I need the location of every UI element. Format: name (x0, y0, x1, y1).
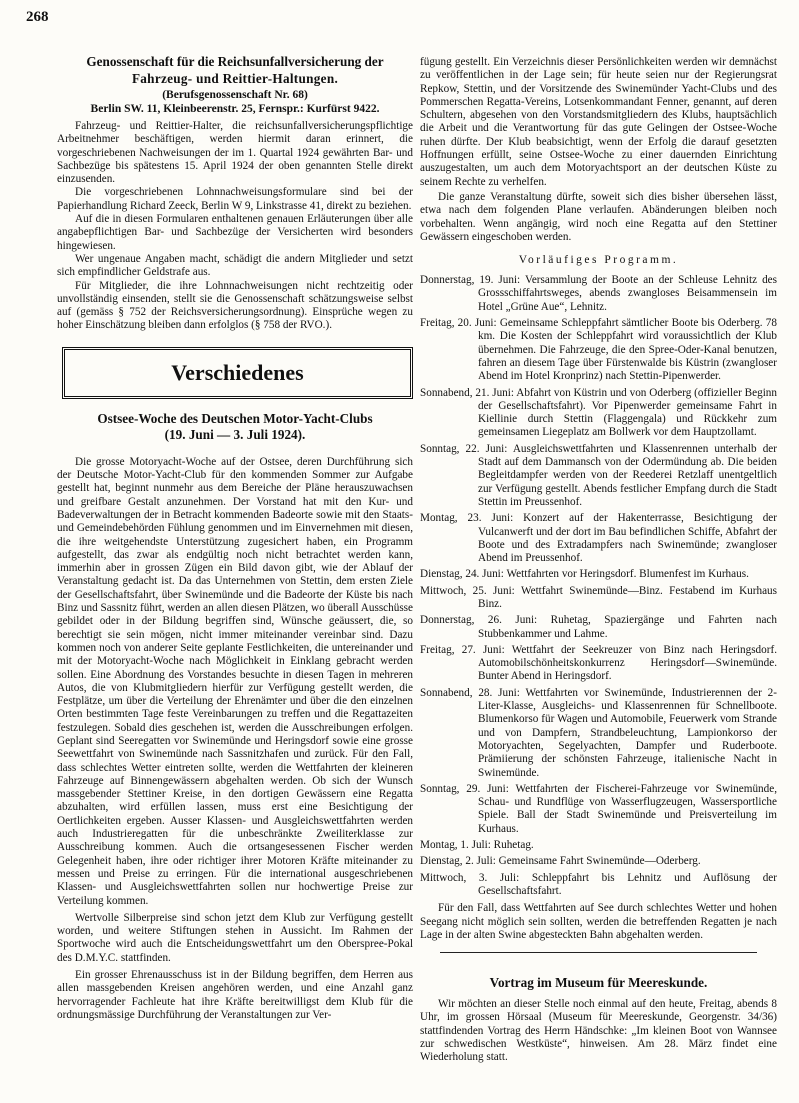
section-divider (440, 952, 757, 953)
article-continuation-paragraph: fügung gestellt. Ein Verzeichnis dieser Persönlichkeiten werden wir demnächst zu veröffentlichen in der Lage sein; für heute seien nur der Regierungsrat Repkow, Stettin, und der Vorsitzende des Swinemünder Yacht-Clubs und des Pommerschen Regatta-Vereins, Lotsenkommandant Fenner, genannt, auf deren Schultern, abgesehen von den Vorstandsmitgliedern des Klubs, hauptsächlich die Arbeit und die Verantwortung für das gute Gelingen der Ostsee-Woche ruhen dürfte. Der Klub beabsichtigt, wenn der Erfolg die darauf gesetzten Hoffnungen erfüllt, seine Ostsee-Woche zu einer dauernden Einrichtung auszugestalten, um auch dem Motoryachtsport an der deutschen Küste zu seinem Rechte zu verhelfen. (420, 56, 777, 188)
notice-paragraph: Auf die in diesen Formularen enthaltenen genauen Erläuterungen über alle angabepflichtigen Bar- und Sachbezüge der Versicherten wird besonders hingewiesen. (57, 213, 413, 252)
notice-paragraph: Die vorgeschriebenen Lohnnachweisungsformulare sind bei der Papierhandlung Richard Zeeck, Berlin W 9, Linkstrasse 41, direkt zu beziehen. (57, 186, 413, 212)
program-entry: Dienstag, 24. Juni: Wettfahrten vor Heringsdorf. Blumenfest im Kurhaus. (420, 568, 749, 581)
notice-paragraph: Fahrzeug- und Reittier-Halter, die reichsunfallversicherungspflichtige Arbeitnehmer beschäftigen, werden hiermit daran erinnert, die vorgeschriebenen Nachweisungen der im 1. Quartal 1924 gewährten Bar- und Sachbezüge bis spätestens 15. April 1924 der oben genannten Stelle direkt einzusenden. (57, 120, 413, 186)
lecture-paragraph: Wir möchten an dieser Stelle noch einmal auf den heute, Freitag, abends 8 Uhr, im grossen Hörsaal (Museum für Meereskunde, Georgenstr. 34/36) stattfindenden Vortrag des Herrn Händschke: „Im kleinen Boot von Wannsee zur schwedischen Westküste“, hinweisen. Am 28. März findet eine Wiederholung statt. (420, 998, 777, 1064)
article-paragraph: Ein grosser Ehrenausschuss ist in der Bildung begriffen, dem Herren aus allen massgebenden Kreisen angehören werden, und eine Anzahl ganz hervorragender Fachleute hat ihre Kräfte bereitwilligst dem Klub für die ordnungsmässige Durchführung der Veranstaltungen zur Ver- (57, 969, 413, 1021)
lecture-title: Vortrag im Museum für Meereskunde. (489, 975, 708, 991)
section-box-verschiedenes: Verschiedenes (62, 347, 413, 399)
article-title-line-2: (19. Juni — 3. Juli 1924). (164, 426, 306, 442)
notice-paragraph: Für Mitglieder, die ihre Lohnnachweisungen nicht rechtzeitig oder unvollständig einsenden, stellt sie die Genossenschaft schätzungsweise selbst auf (gemäss § 752 der Reichsversicherungsordnung). Einsprüche wegen zu hoher Einschätzung bleiben dann erfolglos (§ 758 der RVO.). (57, 279, 413, 332)
article-body (57, 456, 413, 1022)
notice-heading-line-2: Fahrzeug- und Reittier-Haltungen. (131, 71, 339, 86)
program-entry: Montag, 23. Juni: Konzert auf der Hakenterrasse, Besichtigung der Vulcanwerft und der dort im Bau befindlichen Schiffe, Abfahrt der Boote und des Extradampfers nach Swinemünde; zwangloser Abend im Preussenhof. (420, 512, 777, 565)
notice-paragraph: Wer ungenaue Angaben macht, schädigt die andern Mitglieder und setzt sich empfindlicher Geldstrafe aus. (57, 252, 413, 279)
notice-heading-line-1: Genossenschaft für die Reichsunfallversicherung der (86, 54, 384, 69)
page-number: 268 (26, 9, 49, 25)
right-column (420, 56, 777, 1065)
program-entry: Mittwoch, 25. Juni: Wettfahrt Swinemünde—Binz. Festabend im Kurhaus Binz. (420, 584, 777, 610)
notice-body (57, 120, 413, 333)
program-entry: Sonnabend, 21. Juni: Abfahrt von Küstrin und von Oderberg (offizieller Beginn der Gesellschaftsfahrt). Vor Pipenwerder gemeinsame Fahrt in Kiellinie durch Stettin (Flaggengala) und Rückkehr zum gemeinsamen Liegeplatz am Bollwerk vor dem Hauptzollamt. (420, 386, 777, 439)
program-entry: Sonntag, 22. Juni: Ausgleichswettfahrten und Klassenrennen unterhalb der Stadt auf dem Dammansch von der Odermündung ab. Die beiden Begleitdampfer werden von der Reederei Retzlaff unentgeltlich zur Verfügung gestellt. Abends festlicher Empfang durch die Stadt Stettin im Preussenhof. (420, 442, 777, 508)
program-entry: Montag, 1. Juli: Ruhetag. (420, 839, 534, 852)
notice-subheading-2: Berlin SW. 11, Kleinbeerenstr. 25, Fernspr.: Kurfürst 9422. (90, 103, 380, 115)
program-title: Vorläufiges Programm. (518, 254, 679, 267)
program-entry: Donnerstag, 26. Juni: Ruhetag, Spaziergänge und Fahrten nach Stubbenkammer und Lahme. (420, 614, 777, 640)
article-paragraph: Wertvolle Silberpreise sind schon jetzt dem Klub zur Verfügung gestellt worden, und weitere Stiftungen stehen in Aussicht. Im Rahmen der Sportwoche wird auch die Entscheidungswettfahrt um den Oberspree-Pokal des D.M.Y.C. stattfinden. (57, 911, 413, 964)
program-list (420, 274, 777, 898)
article-title-line-1: Ostsee-Woche des Deutschen Motor-Yacht-Clubs (97, 410, 373, 426)
program-entry: Freitag, 20. Juni: Gemeinsame Schleppfahrt sämtlicher Boote bis Oderberg. 78 km. Die Kosten der Schleppfahrt wird voraussichtlich der Klub übernehmen. Die Fahrzeuge, die den Spree-Oder-Kanal benutzen, fahren an diesem Tage über Fürstenwalde bis Küstrin (zwangloser Abend im Hotel Kronprinz) nach Stettin-Pipenwerder. (420, 317, 777, 383)
article-continuation-paragraph: Die ganze Veranstaltung dürfte, soweit sich dies bisher übersehen lässt, etwa nach dem folgenden Plane verlaufen. Abänderungen bleiben noch vorbehalten. Wenn angängig, wird noch eine Regatta auf den Stettiner Gewässern eingeschoben werden. (420, 190, 777, 243)
notice-subheading-1: (Berufsgenossenschaft Nr. 68) (162, 89, 308, 101)
article-paragraph: Die grosse Motoryacht-Woche auf der Ostsee, deren Durchführung sich der Deutsche Motor-Yacht-Club für den kommenden Sommer zur Aufgabe gestellt hat, beginnt nunmehr aus dem Bereiche der Pläne herauszuwachsen und greifbare Gestalt anzunehmen. Der Vorstand hat mit den Kur- und Badeverwaltungen der in Betracht kommenden Badeorte sowie mit den Staats- und Gemeindebehörden Fühlung genommen und im Einvernehmen mit diesen, die ihre weitgehendste Unterstützung zugesichert haben, ein Programm aufgestellt, das zwar als endgültig noch nicht betrachtet werden kann, immerhin aber in grossen Zügen ein Bild davon gibt, wie der Ablauf der Veranstaltung gedacht ist. Da das Unternehmen von Stettin, dem ersten Ziele der Gesellschaftsfahrt, über Swinemünde und die Badeorte der Küste bis nach Binz und Sassnitz führt, werden an allen diesen Plätzen, wo überall Ausschüsse gebildet oder in der Bildung begriffen sind, Wünsche geäussert, die, so berechtigt sie sein mögen, nicht immer miteinander vereinbar sind. Dazu kommen noch von anderer Seite geplante Festlichkeiten, die untereinander und mit der Motoryacht-Woche nach Möglichkeit in Einklang gebracht werden sollen. Eine Abordnung des Vorstandes besuchte in diesen Tagen in mehreren Autos, die von Klubmitgliedern hierfür zur Verfügung gestellt werden, die Festplätze, um über die Verteilung der Ehrenämter und über die den einzelnen Orten bestimmten Tage feste Vereinbarungen zu treffen und die Regattazeiten festzulegen. Sobald dies geschehen ist, werden die Ausschreibungen erfolgen. Geplant sind Seeregatten vor Swinemünde und Heringsdorf sowie eine grosse Seewettfahrt von Swinemünde nach Sassnitzhafen und zurück. Für den Fall, dass schlechtes Wetter eintreten sollte, werden die Wettfahrten der kleineren Fahrzeuge auf Binnengewässern abgehalten werden. Ob sich der Wunsch massgebender Stettiner Kreise, in den dortigen Gewässern eine Regatta abzuhalten, wird erfüllen lassen, muss erst eine Besichtigung der Oertlichkeiten ergeben. Ausser Klassen- und Ausgleichswettfahrten werden auch Industrieregatten für die unbeschränkte Zweiliterklasse zur Ausschreibung kommen. Auch die ortsangesessenen Fischer werden Gelegenheit haben, ihre oder richtiger ihrer Motoren Kräfte miteinander zu messen und Preise zu erringen. Für die international ausgeschriebenen Klassen- und Ausgleichswettfahrten sollen nur hochwertige Preise zur Verteilung kommen. (57, 455, 413, 907)
program-entry: Dienstag, 2. Juli: Gemeinsame Fahrt Swinemünde—Oderberg. (420, 855, 701, 868)
program-entry: Mittwoch, 3. Juli: Schleppfahrt bis Lehnitz und Auflösung der Gesellschaftsfahrt. (420, 871, 777, 897)
program-entry: Sonntag, 29. Juni: Wettfahrten der Fischerei-Fahrzeuge vor Swinemünde, Schau- und Rundflüge von Wasserflugzeugen, Wassersportliche Spiele. Ball der Stadt Swinemünde und Preisverteilung im Kurhaus. (420, 782, 777, 835)
program-note: Für den Fall, dass Wettfahrten auf See durch schlechtes Wetter und hohen Seegang nicht möglich sein sollten, werden die betreffenden Regatten je nach Lage in der alten Swine abgesteckten Bahn abgehalten werden. (420, 902, 777, 941)
left-column (57, 54, 413, 1022)
program-entry: Sonnabend, 28. Juni: Wettfahrten vor Swinemünde, Industrierennen der 2-Liter-Klasse, Ausgleichs- und Klassenrennen für Schnellboote. Blumenkorso für Wagen und Automobile, Feuerwerk vom Strande und von Dampfern, Strandbeleuchtung, Lampionkorso der Motoryachten, Segelyachten, Dampfer und Ruderboote. Prämiierung der schönsten Fahrzeuge, italienische Nacht in Swinemünde. (420, 686, 777, 779)
program-entry: Freitag, 27. Juni: Wettfahrt der Seekreuzer von Binz nach Heringsdorf. Automobilschönheitskonkurrenz Heringsdorf—Swinemünde. Bunter Abend in Heringsdorf. (420, 643, 777, 683)
program-entry: Donnerstag, 19. Juni: Versammlung der Boote an der Schleuse Lehnitz des Grossschiffahrtsweges, abends zwangloses Beisammensein im Hotel „Grüne Aue“, Lehnitz. (420, 274, 777, 313)
